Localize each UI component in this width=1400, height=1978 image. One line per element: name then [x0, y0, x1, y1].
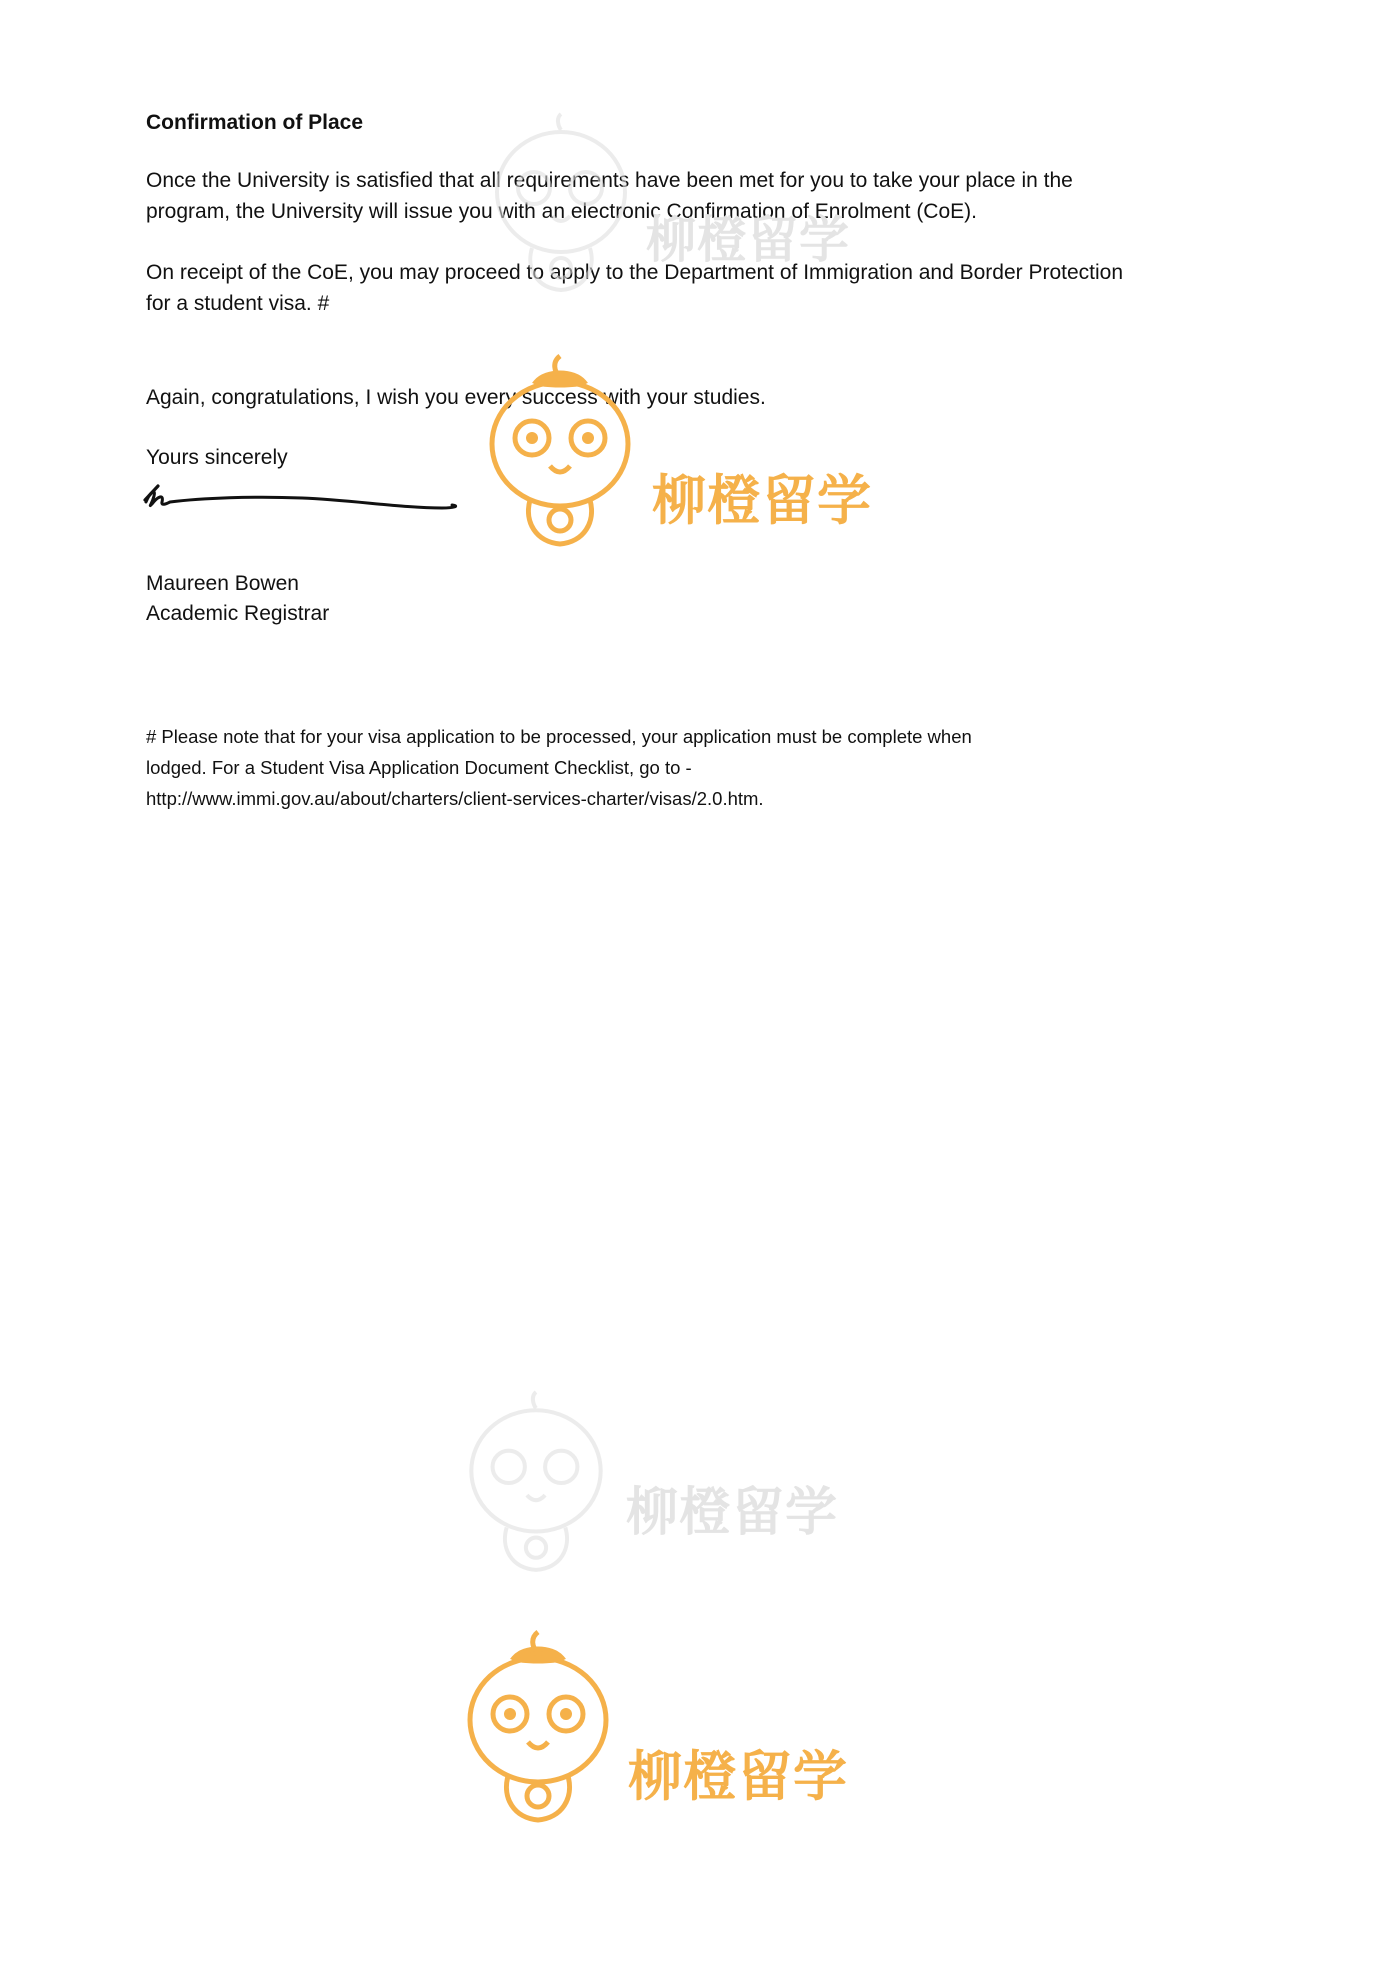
orange-mascot-icon: [486, 108, 636, 298]
orange-mascot-icon: [460, 1386, 612, 1578]
watermark-text: 柳橙留学: [626, 1483, 839, 1543]
signatory-name: Maureen Bowen: [146, 572, 299, 595]
watermark-text: 柳橙留学: [646, 211, 850, 269]
handwritten-signature: [142, 478, 462, 518]
footnote-link-text: http://www.immi.gov.au/about/charters/client-services-charter/visas/2.0.htm.: [146, 788, 764, 809]
footnote-line: lodged. For a Student Visa Application Document Checklist, go to -: [146, 757, 692, 778]
paragraph-line: for a student visa. #: [146, 292, 330, 315]
paragraph-line: program, the University will issue you with an electronic Confirmation of Enrolment (CoE).: [146, 200, 977, 223]
closing-line: Again, congratulations, I wish you every success with your studies.: [146, 386, 766, 409]
signatory-title: Academic Registrar: [146, 602, 330, 625]
paragraph-line: On receipt of the CoE, you may proceed to apply to the Department of Immigration and Border Protection: [146, 261, 1124, 284]
watermark-text: 柳橙留学: [652, 469, 872, 532]
orange-mascot-icon: [480, 352, 640, 550]
visa-footnote: [146, 721, 972, 814]
section-heading: Confirmation of Place: [146, 111, 364, 134]
orange-mascot-icon: [458, 1628, 618, 1826]
paragraph-line: Once the University is satisfied that all requirements have been met for you to take your place in the: [146, 169, 1073, 192]
sign-off: Yours sincerely: [146, 446, 288, 469]
watermark-text: 柳橙留学: [628, 1745, 848, 1808]
footnote-line: # Please note that for your visa application to be processed, your application must be complete when: [146, 726, 972, 747]
